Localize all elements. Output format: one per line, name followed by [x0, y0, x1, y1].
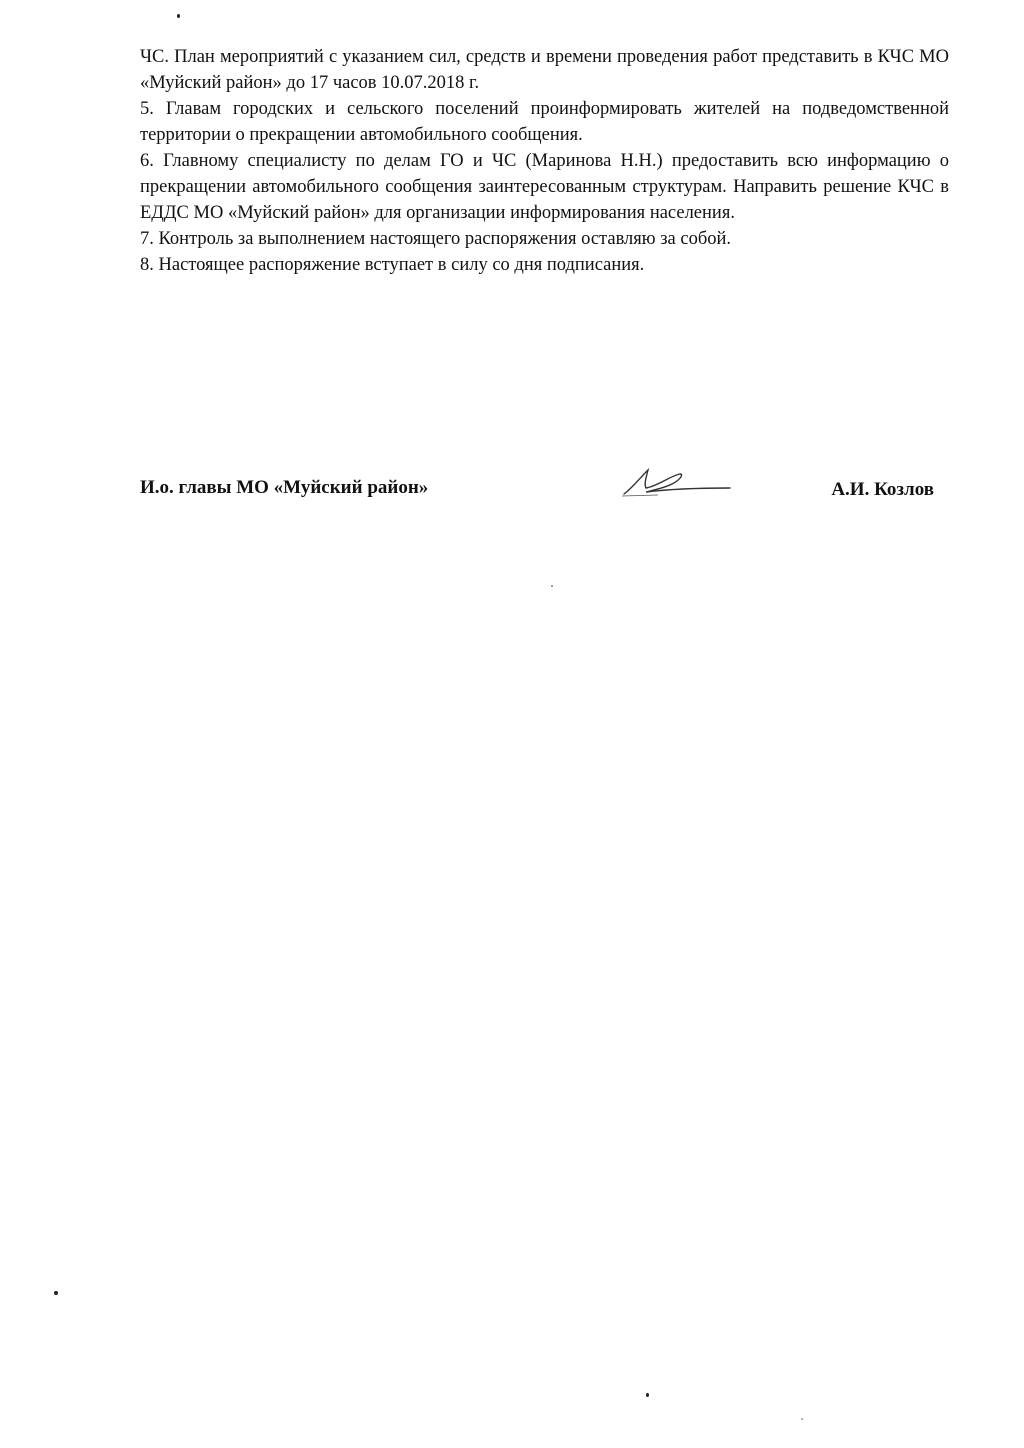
paragraph-6: 6. Главному специалисту по делам ГО и ЧС (Маринова Н.Н.) предоставить всю информацию о прекращении автомобильного сообщения заинтересованным структурам. Направить решение КЧС в ЕДДС МО «Муйский район» для организации информирования населения.	[140, 151, 949, 223]
signature-block	[140, 472, 934, 512]
paragraph-8: 8. Настоящее распоряжение вступает в силу со дня подписания.	[140, 255, 645, 275]
scan-speck	[801, 1418, 803, 1420]
paragraph-7: 7. Контроль за выполнением настоящего распоряжения оставляю за собой.	[140, 229, 732, 249]
scan-speck	[54, 1291, 58, 1295]
handwritten-signature	[618, 462, 738, 502]
signer-name: А.И. Козлов	[831, 479, 934, 500]
scan-speck	[646, 1393, 649, 1397]
document-body	[140, 44, 949, 278]
scan-speck	[177, 14, 180, 18]
signer-position: И.о. главы МО «Муйский район»	[140, 477, 429, 498]
scan-speck	[551, 585, 553, 587]
paragraph-4-continuation: ЧС. План мероприятий с указанием сил, средств и времени проведения работ представить в КЧС МО «Муйский район» до 17 часов 10.07.2018 г.	[140, 47, 949, 93]
paragraph-5: 5. Главам городских и сельского поселений проинформировать жителей на подведомственной территории о прекращении автомобильного сообщения.	[140, 99, 949, 145]
